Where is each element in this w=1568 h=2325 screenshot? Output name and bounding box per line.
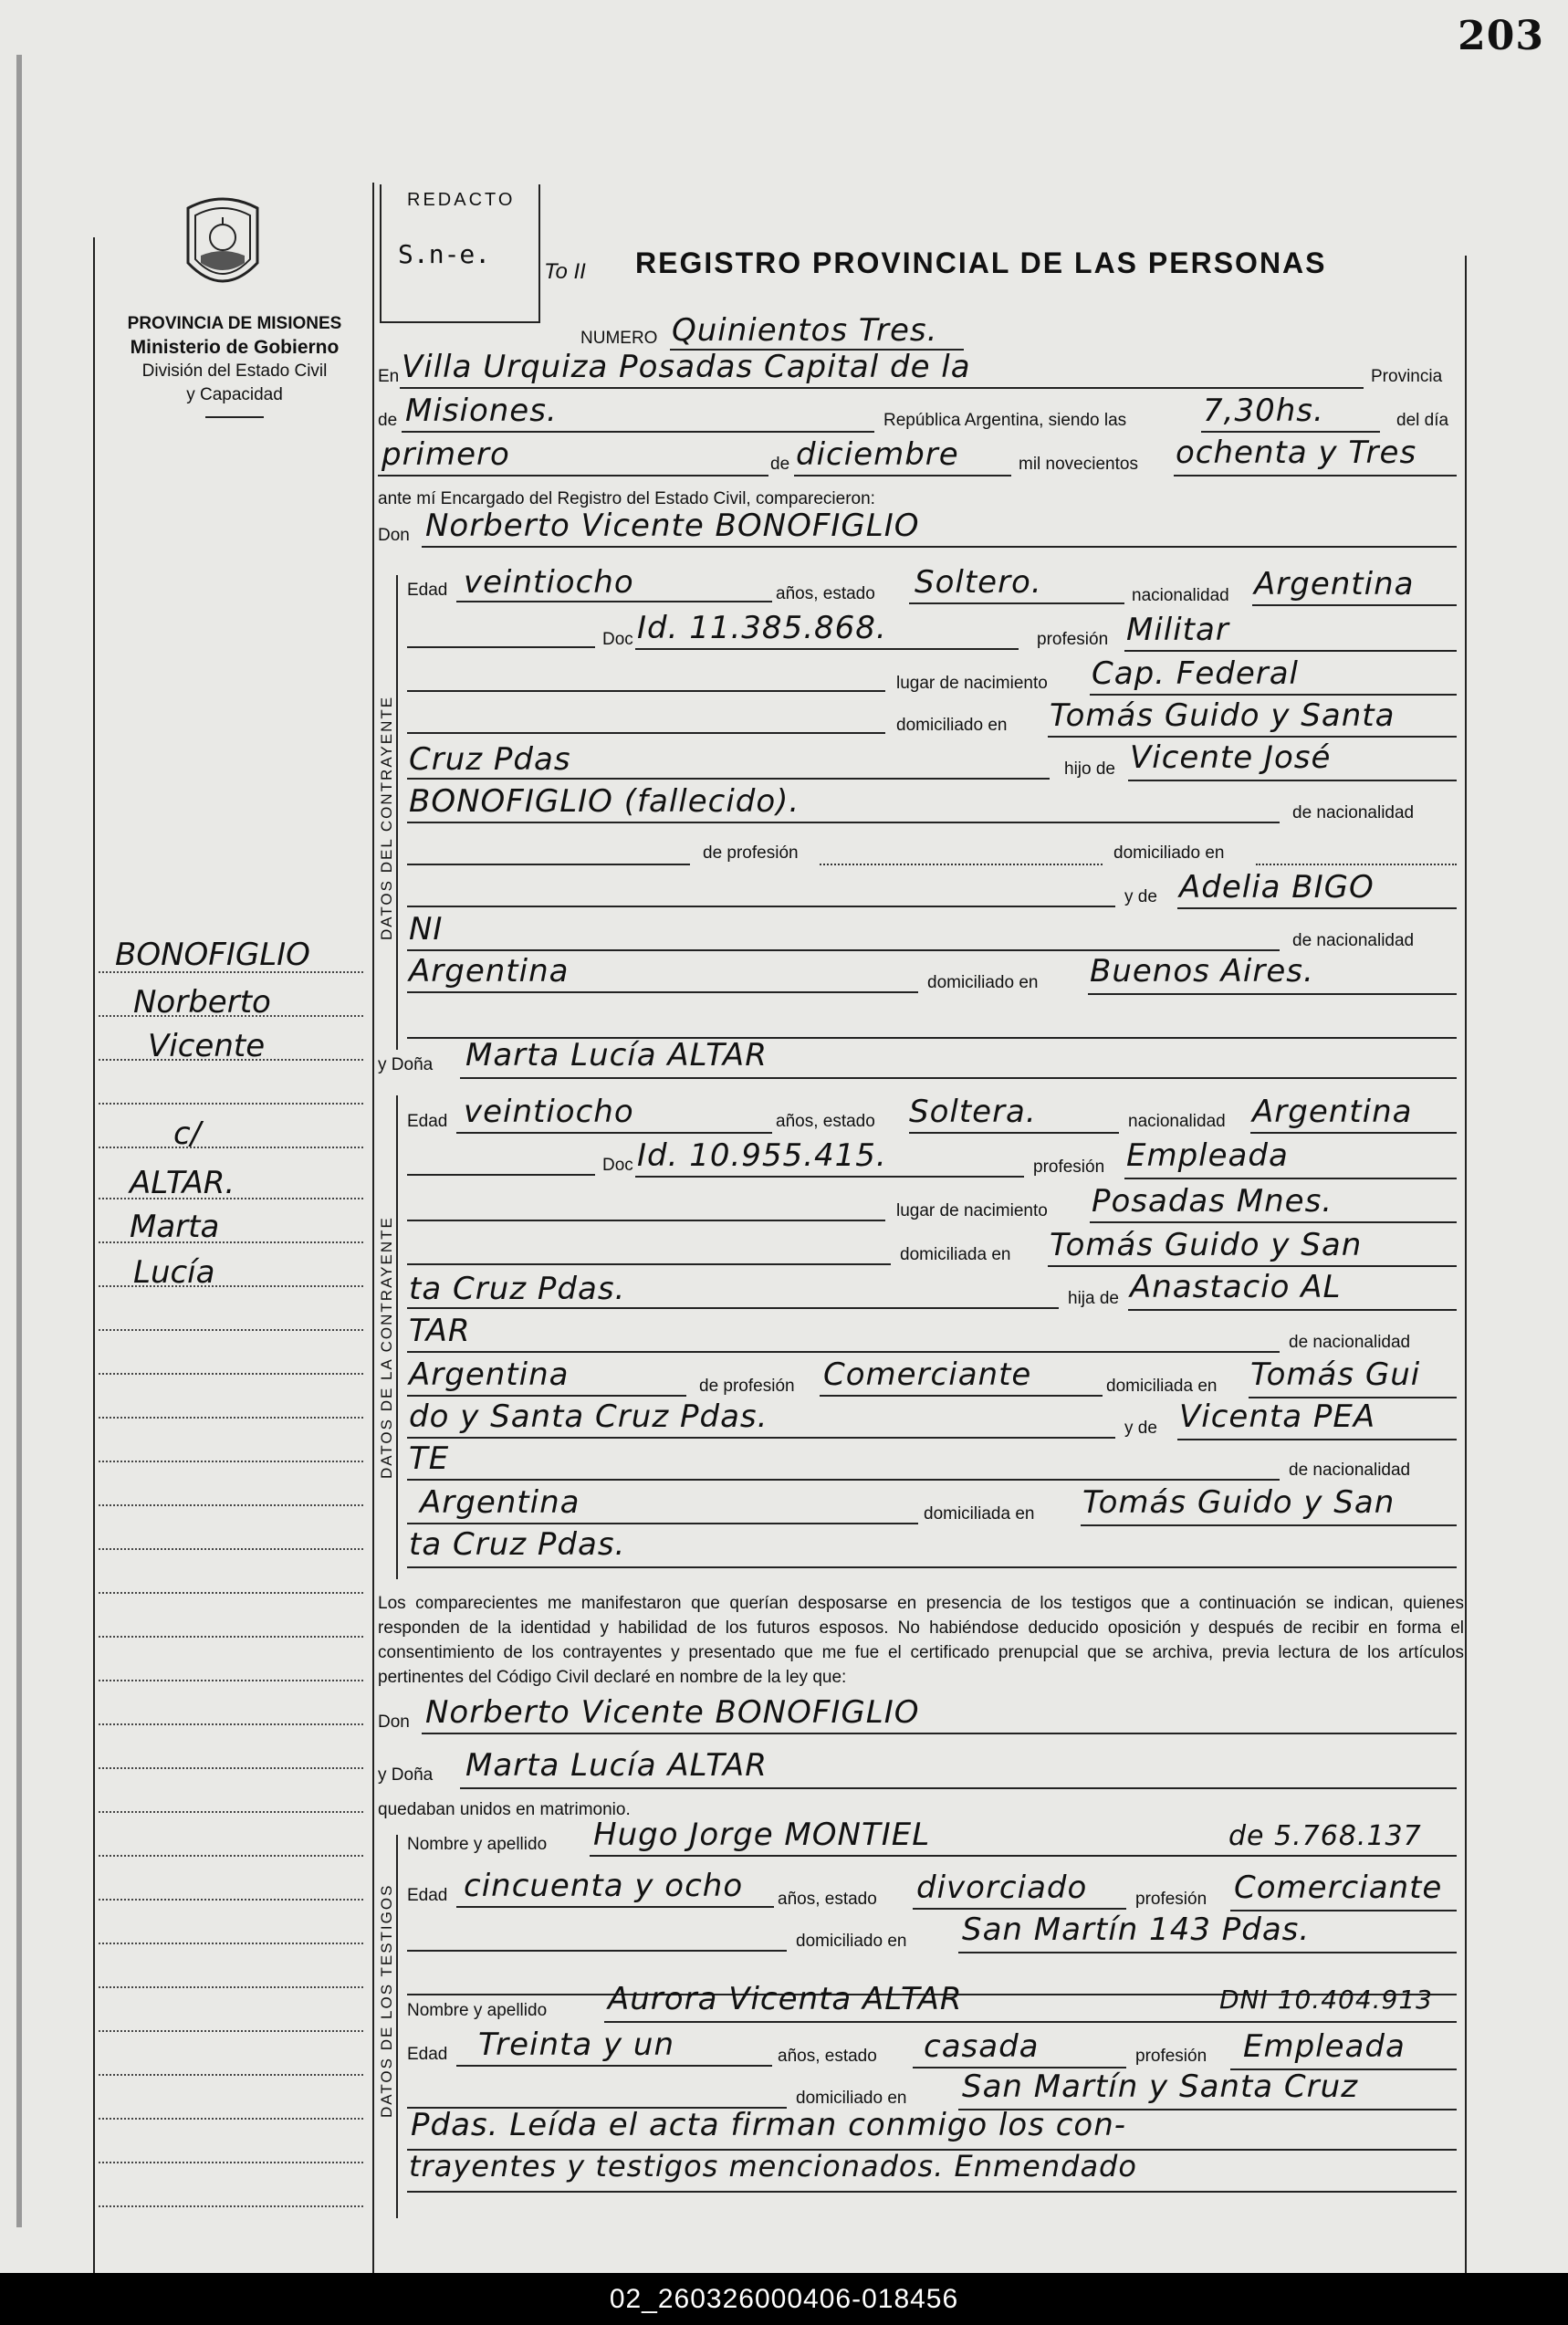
contrayenta-anos-label: años, estado	[776, 1112, 875, 1131]
testigo1-nombre-line	[590, 1855, 1457, 1857]
hijo-label: hijo de	[1064, 759, 1115, 779]
padre-profesion-label: de profesión	[703, 843, 799, 863]
agency-block	[102, 312, 367, 418]
contrayenta-madre-dom-line-1	[1081, 1524, 1457, 1526]
lugar-nacimiento-value: Cap. Federal	[1092, 655, 1300, 692]
padre-domicilio-label: domiciliado en	[1113, 843, 1225, 863]
madre-prefix-line	[407, 906, 1115, 907]
contrayenta-padre-value-2: TAR	[409, 1313, 471, 1349]
padre-value-2: BONOFIGLIO (fallecido).	[409, 783, 800, 820]
nacionalidad-line	[1252, 604, 1457, 606]
testigo2-nombre-label: Nombre y apellido	[407, 2001, 548, 2020]
contrayenta-lugar-label: lugar de nacimiento	[896, 1201, 1048, 1220]
republica-label: República Argentina, siendo las	[883, 411, 1127, 430]
provincia-value: Misiones.	[405, 393, 558, 429]
testigos-section-label: DATOS DE LOS TESTIGOS	[378, 1883, 395, 2118]
anio-line	[1174, 475, 1457, 477]
y-de-label: y de	[1124, 887, 1157, 906]
testigo2-domicilio-label: domiciliado en	[796, 2089, 907, 2108]
contrayenta-padre-line-2	[407, 1351, 1280, 1353]
testigo2-edad-label: Edad	[407, 2045, 448, 2064]
testigo1-nombre-value: Hugo Jorge MONTIEL	[593, 1817, 931, 1853]
contrayenta-padre-dom-line-2	[407, 1437, 1115, 1439]
madre-nacionalidad-label: de nacionalidad	[1292, 931, 1415, 950]
edad-value: veintiocho	[464, 564, 634, 601]
testigo2-domicilio-value: San Martín y Santa Cruz	[962, 2068, 1359, 2105]
lugar-prefix-line	[407, 690, 885, 692]
del-dia-label: del día	[1396, 411, 1449, 430]
mil-label: mil novecientos	[1019, 455, 1138, 474]
profesion-value: Militar	[1126, 612, 1229, 648]
margin-note-line-6: Marta	[130, 1209, 220, 1245]
provincia-line	[402, 431, 874, 433]
domicilio-line-2	[407, 778, 1050, 780]
en-label: En	[378, 367, 400, 386]
testigo2-edad-line	[456, 2065, 772, 2067]
dia-value: primero	[382, 436, 510, 473]
margin-column-rule	[372, 183, 374, 2273]
contrayenta-padre-dom-value-1: Tomás Gui	[1250, 1356, 1421, 1393]
de2-label: de	[770, 455, 790, 474]
contrayenta-profesion-line	[1124, 1178, 1457, 1179]
hora-value: 7,30hs.	[1203, 393, 1324, 429]
right-column-rule	[1465, 256, 1467, 2273]
padre-line-2	[407, 822, 1280, 823]
contrayenta-madre-nac-line	[407, 1523, 918, 1524]
estado-value: Soltero.	[915, 564, 1042, 601]
doc-line	[635, 648, 1019, 650]
madre-value-2: NI	[409, 911, 444, 948]
testigo1-nombre-label: Nombre y apellido	[407, 1835, 548, 1854]
contrayenta-madre-nac-value: Argentina	[420, 1484, 580, 1521]
declaration-dona-value: Marta Lucía ALTAR	[465, 1747, 768, 1784]
contrayenta-nacionalidad-line	[1250, 1132, 1457, 1134]
domicilio-value-2: Cruz Pdas	[409, 741, 571, 778]
madre-domicilio-value: Buenos Aires.	[1090, 953, 1314, 990]
padre-domicilio-line	[1256, 864, 1457, 865]
testigo1-domicilio-line	[958, 1952, 1457, 1953]
testigo1-dom-prefix	[407, 1950, 787, 1952]
domicilio-label: domiciliado en	[896, 716, 1008, 735]
dona-label: y Doña	[378, 1055, 434, 1074]
matrimonio-text: quedaban unidos en matrimonio.	[378, 1800, 631, 1819]
division-line-2: y Capacidad	[186, 385, 283, 404]
left-column-rule	[93, 237, 95, 2273]
declaration-don-label: Don	[378, 1712, 410, 1732]
testigo2-profesion-value: Empleada	[1243, 2028, 1406, 2065]
margin-note-line-1: BONOFIGLIO	[115, 937, 310, 973]
testigo2-nombre-value: Aurora Vicenta ALTAR	[608, 1981, 963, 2017]
contrayenta-nacionalidad-value: Argentina	[1252, 1094, 1413, 1130]
testigo2-doc-value: DNI 10.404.913	[1219, 1985, 1433, 2015]
contrayenta-padre-line-1	[1128, 1309, 1457, 1311]
don-value: Norberto Vicente BONOFIGLIO	[425, 508, 920, 544]
contrayenta-doc-line	[635, 1176, 1024, 1178]
testigo1-anos-label: años, estado	[778, 1890, 877, 1909]
madre-line-2	[407, 949, 1280, 951]
numero-value: Quinientos Tres.	[672, 312, 938, 349]
profesion-label: profesión	[1037, 630, 1109, 649]
nacionalidad-label: nacionalidad	[1132, 586, 1229, 605]
padre-profesion-line	[820, 864, 1103, 865]
dia-line	[378, 475, 768, 477]
margin-note-line-3: Vicente	[148, 1028, 266, 1064]
nacionalidad-value: Argentina	[1254, 566, 1415, 602]
contrayenta-domicilio-line-2	[407, 1307, 1059, 1309]
lugar-value: Villa Urquiza Posadas Capital de la	[402, 349, 971, 385]
testigo2-edad-value: Treinta y un	[478, 2027, 675, 2063]
testigo1-profesion-label: profesión	[1135, 1890, 1207, 1909]
ministry-name: Ministerio de Gobierno	[130, 337, 340, 358]
margin-note-line-5: ALTAR.	[130, 1165, 235, 1201]
doc-label: Doc	[602, 630, 633, 649]
testigo1-profesion-value: Comerciante	[1234, 1869, 1443, 1906]
contrayenta-domicilio-value-1: Tomás Guido y San	[1050, 1227, 1363, 1263]
contrayenta-madre-nac-label: de nacionalidad	[1289, 1461, 1411, 1480]
contrayenta-lugar-line	[1090, 1221, 1457, 1223]
agency-divider	[205, 416, 264, 418]
contrayenta-madre-line-1	[1177, 1439, 1457, 1440]
anos-label: años, estado	[776, 584, 875, 603]
contrayenta-madre-dom-label: domiciliada en	[924, 1504, 1035, 1524]
anio-value: ochenta y Tres	[1176, 435, 1417, 471]
contrayenta-madre-dom-value-1: Tomás Guido y San	[1082, 1484, 1396, 1521]
contrayenta-padre-nac-label: de nacionalidad	[1289, 1333, 1411, 1352]
closing-line-1: Pdas. Leída el acta firman conmigo los con-	[411, 2107, 1127, 2143]
contrayenta-profesion-value: Empleada	[1126, 1137, 1289, 1174]
redacto-value: S.n-e.	[398, 239, 491, 269]
don-label: Don	[378, 526, 410, 545]
padre-line-1	[1128, 780, 1457, 781]
testigo1-estado-line	[913, 1908, 1126, 1910]
profesion-line	[1124, 650, 1457, 652]
contrayenta-padre-dom-value-2: do y Santa Cruz Pdas.	[409, 1398, 768, 1435]
margin-note-line-4: c/	[173, 1115, 202, 1152]
lugar-line	[400, 387, 1364, 389]
dona-value: Marta Lucía ALTAR	[465, 1037, 768, 1073]
contrayente-bracket	[396, 575, 398, 1050]
redacto-label: REDACTO	[407, 190, 516, 210]
margin-note-line-7: Lucía	[133, 1254, 215, 1291]
contrayenta-padre-value-1: Anastacio AL	[1130, 1269, 1342, 1305]
mes-line	[794, 475, 1011, 477]
contrayenta-padre-prof-label: de profesión	[699, 1377, 795, 1396]
don-line	[422, 546, 1457, 548]
contrayenta-padre-prof-value: Comerciante	[823, 1356, 1032, 1393]
padre-nacionalidad-label: de nacionalidad	[1292, 803, 1415, 822]
contrayenta-nacionalidad-label: nacionalidad	[1128, 1112, 1226, 1131]
contrayenta-bracket	[396, 1095, 398, 1579]
madre-line-1	[1177, 907, 1457, 909]
contrayenta-madre-dom-line-2	[407, 1566, 1457, 1568]
doc-value: Id. 11.385.868.	[637, 610, 887, 646]
contrayenta-lugar-value: Posadas Mnes.	[1092, 1183, 1333, 1220]
domicilio-line-1	[1048, 736, 1457, 738]
madre-value-1: Adelia BIGO	[1179, 869, 1375, 906]
contrayenta-estado-line	[909, 1132, 1119, 1134]
dona-line	[460, 1077, 1457, 1079]
contrayenta-doc-value: Id. 10.955.415.	[637, 1137, 887, 1174]
contrayenta-y-de-label: y de	[1124, 1419, 1157, 1438]
contrayenta-dom-prefix	[407, 1263, 891, 1265]
contrayenta-lugar-prefix	[407, 1220, 885, 1221]
document-title: REGISTRO PROVINCIAL DE LAS PERSONAS	[635, 246, 1327, 279]
contrayenta-doc-prefix	[407, 1174, 595, 1176]
contrayente-section-label: DATOS DEL CONTRAYENTE	[378, 695, 395, 940]
closing-line-2: trayentes y testigos mencionados. Enmendado	[409, 2149, 1137, 2184]
testigo1-domicilio-label: domiciliado en	[796, 1932, 907, 1951]
madre-domicilio-label: domiciliado en	[927, 973, 1039, 992]
contrayenta-domicilio-line-1	[1048, 1265, 1457, 1267]
padre-nac-line	[407, 864, 690, 865]
volume-mark: To II	[544, 259, 586, 284]
binding-edge	[16, 55, 22, 2227]
madre-domicilio-line	[1088, 993, 1457, 995]
testigo2-nombre-line	[604, 2021, 1457, 2023]
de-label: de	[378, 411, 398, 430]
testigo1-estado-value: divorciado	[916, 1869, 1088, 1906]
doc-prefix-line	[407, 646, 595, 648]
hija-label: hija de	[1068, 1289, 1119, 1308]
testigo1-domicilio-value: San Martín 143 Pdas.	[962, 1911, 1311, 1948]
edad-line	[456, 601, 772, 602]
scan-footer: 02_260326000406-018456	[0, 2273, 1568, 2325]
contrayenta-madre-dom-value-2: ta Cruz Pdas.	[409, 1526, 626, 1563]
contrayenta-madre-value-1: Vicenta PEA	[1179, 1398, 1376, 1435]
contrayenta-estado-value: Soltera.	[909, 1094, 1037, 1130]
domicilio-prefix-line	[407, 732, 885, 734]
declaration-dona-line	[460, 1787, 1457, 1789]
numero-label: NUMERO	[580, 329, 658, 348]
contrayenta-domicilio-value-2: ta Cruz Pdas.	[409, 1271, 626, 1307]
testigo2-estado-value: casada	[924, 2028, 1040, 2065]
contrayenta-padre-nac-line	[407, 1395, 686, 1397]
contrayenta-padre-dom-label: domiciliada en	[1106, 1377, 1218, 1396]
contrayenta-doc-label: Doc	[602, 1156, 633, 1175]
testigo1-edad-label: Edad	[407, 1886, 448, 1905]
margin-note-line-2: Norberto	[133, 984, 271, 1021]
testigo1-doc-value: de 5.768.137	[1228, 1820, 1422, 1852]
contrayenta-edad-value: veintiocho	[464, 1094, 634, 1130]
estado-line	[909, 602, 1124, 604]
ante-text: ante mí Encargado del Registro del Estado Civil, comparecieron:	[378, 489, 875, 508]
testigo1-edad-value: cincuenta y ocho	[464, 1868, 744, 1904]
testigo1-edad-line	[456, 1906, 774, 1908]
contrayenta-padre-prof-line	[820, 1395, 1103, 1397]
lugar-nacimiento-label: lugar de nacimiento	[896, 674, 1048, 693]
declaration-don-value: Norberto Vicente BONOFIGLIO	[425, 1694, 920, 1731]
contrayenta-edad-label: Edad	[407, 1112, 448, 1131]
contrayenta-section-label: DATOS DE LA CONTRAYENTE	[378, 1216, 395, 1479]
contrayenta-madre-line-2	[407, 1479, 1280, 1481]
contrayenta-edad-line	[456, 1132, 772, 1134]
contrayenta-profesion-label: profesión	[1033, 1157, 1105, 1177]
declaration-paragraph: Los comparecientes me manifestaron que querían desposarse en presencia de los testigos que a continuación se indican, quienes responden de la identidad y habilidad de los futuros esposos. No habiéndose deducido oposición y después de recibir en forma el consentimiento de los contrayentes y presentado que me fue el certificado prenupcial que se archiva, previa lectura de los artículos pertinentes del Código Civil declaré en nombre de la ley que:	[378, 1594, 1464, 1687]
hora-line	[1201, 431, 1380, 433]
edad-label: Edad	[407, 581, 448, 600]
contrayenta-padre-nac-value: Argentina	[409, 1356, 570, 1393]
page-number: 203	[1458, 13, 1544, 59]
testigos-bracket	[396, 1835, 398, 2218]
contrayenta-domicilio-label: domiciliada en	[900, 1245, 1011, 1264]
padre-value-1: Vicente José	[1130, 739, 1332, 776]
closing-rule-2	[407, 2191, 1457, 2193]
province-name: PROVINCIA DE MISIONES	[127, 314, 342, 333]
contrayenta-madre-value-2: TE	[409, 1440, 450, 1477]
madre-nacionalidad-value: Argentina	[409, 953, 570, 990]
mes-value: diciembre	[796, 436, 959, 473]
division-line-1: División del Estado Civil	[141, 361, 328, 381]
provincia-label: Provincia	[1371, 367, 1443, 386]
declaration-dona-label: y Doña	[378, 1765, 434, 1785]
testigo2-profesion-label: profesión	[1135, 2047, 1207, 2066]
testigo2-anos-label: años, estado	[778, 2047, 877, 2066]
lugar-nacimiento-line	[1090, 694, 1457, 696]
madre-nacionalidad-line	[407, 991, 918, 993]
domicilio-value-1: Tomás Guido y Santa	[1050, 697, 1396, 734]
declaration-don-line	[422, 1733, 1457, 1734]
coat-of-arms-icon	[179, 190, 267, 299]
